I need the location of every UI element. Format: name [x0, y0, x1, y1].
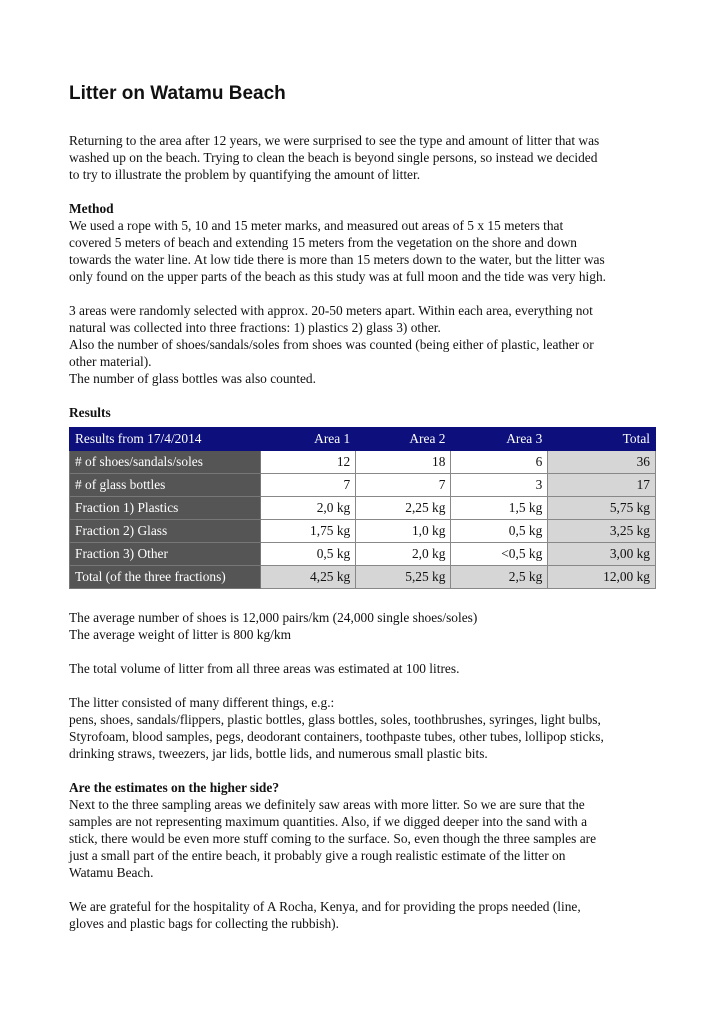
table-cell: 1,5 kg: [451, 497, 548, 520]
total-cell: 3,00 kg: [548, 543, 656, 566]
row-label: Total (of the three fractions): [70, 566, 261, 589]
volume-paragraph: The total volume of litter from all three areas was estimated at 100 litres.: [69, 661, 460, 676]
text-line: The average number of shoes is 12,000 pairs/km (24,000 single shoes/soles): [69, 610, 478, 625]
table-row: [70, 451, 656, 474]
table-row: [70, 497, 656, 520]
averages-paragraph: [69, 609, 656, 643]
table-cell: 7: [261, 474, 356, 497]
row-label: Fraction 2) Glass: [70, 520, 261, 543]
method-paragraph-2: [69, 302, 656, 387]
text-line: washed up on the beach. Trying to clean the beach is beyond single persons, so instead we decided: [69, 150, 598, 165]
row-label: Fraction 1) Plastics: [70, 497, 261, 520]
text-line: to try to illustrate the problem by quantifying the amount of litter.: [69, 167, 421, 182]
table-row: [70, 520, 656, 543]
table-header-row: [70, 428, 656, 451]
table-header-cell: Results from 17/4/2014: [70, 428, 261, 451]
text-line: Watamu Beach.: [69, 865, 154, 880]
text-line: The litter consisted of many different things, e.g.:: [69, 695, 335, 710]
total-cell: 36: [548, 451, 656, 474]
table-cell: <0,5 kg: [451, 543, 548, 566]
text-line: drinking straws, tweezers, jar lids, bottle lids, and numerous small plastic bits.: [69, 746, 488, 761]
total-cell: 5,75 kg: [548, 497, 656, 520]
text-line: The average weight of litter is 800 kg/km: [69, 627, 291, 642]
estimates-section: [69, 779, 656, 881]
table-row: [70, 543, 656, 566]
text-line: pens, shoes, sandals/flippers, plastic bottles, glass bottles, soles, toothbrushes, syringes, light bulbs,: [69, 712, 601, 727]
document-page: [69, 82, 656, 949]
litter-types-paragraph: [69, 694, 656, 762]
table-cell: 2,5 kg: [451, 566, 548, 589]
results-heading: Results: [69, 405, 111, 420]
table-cell: 4,25 kg: [261, 566, 356, 589]
row-label: # of shoes/sandals/soles: [70, 451, 261, 474]
text-line: samples are not representing maximum quantities. Also, if we digged deeper into the sand with a: [69, 814, 588, 829]
text-line: The number of glass bottles was also counted.: [69, 371, 316, 386]
results-table: [69, 427, 656, 589]
table-cell: 12: [261, 451, 356, 474]
table-cell: 2,0 kg: [356, 543, 451, 566]
table-cell: 1,0 kg: [356, 520, 451, 543]
table-cell: 1,75 kg: [261, 520, 356, 543]
table-header-cell: Area 3: [451, 428, 548, 451]
table-cell: 7: [356, 474, 451, 497]
table-cell: 2,25 kg: [356, 497, 451, 520]
text-line: towards the water line. At low tide there is more than 15 meters down to the water, but the litter was: [69, 252, 605, 267]
text-line: covered 5 meters of beach and extending 15 meters from the vegetation on the shore and down: [69, 235, 577, 250]
text-line: We used a rope with 5, 10 and 15 meter marks, and measured out areas of 5 x 15 meters that: [69, 218, 564, 233]
text-line: just a small part of the entire beach, it probably give a rough realistic estimate of the litter on: [69, 848, 566, 863]
row-label: # of glass bottles: [70, 474, 261, 497]
page-title: Litter on Watamu Beach: [69, 83, 286, 104]
table-header-cell: Area 2: [356, 428, 451, 451]
row-label: Fraction 3) Other: [70, 543, 261, 566]
thanks-paragraph: [69, 898, 656, 932]
text-line: other material).: [69, 354, 152, 369]
text-line: Styrofoam, blood samples, pegs, deodorant containers, toothpaste tubes, other tubes, lollipop sticks,: [69, 729, 604, 744]
total-cell: 12,00 kg: [548, 566, 656, 589]
estimates-heading: Are the estimates on the higher side?: [69, 780, 280, 795]
table-cell: 3: [451, 474, 548, 497]
table-header-cell: Area 1: [261, 428, 356, 451]
text-line: gloves and plastic bags for collecting the rubbish).: [69, 916, 339, 931]
text-line: stick, there would be even more stuff coming to the surface. So, even though the three samples are: [69, 831, 597, 846]
table-cell: 2,0 kg: [261, 497, 356, 520]
text-line: Next to the three sampling areas we definitely saw areas with more litter. So we are sure that the: [69, 797, 585, 812]
table-row: [70, 474, 656, 497]
table-total-row: [70, 566, 656, 589]
method-section: [69, 200, 656, 285]
text-line: Returning to the area after 12 years, we were surprised to see the type and amount of litter that was: [69, 133, 600, 148]
table-cell: 0,5 kg: [261, 543, 356, 566]
table-header-cell: Total: [548, 428, 656, 451]
table-cell: 5,25 kg: [356, 566, 451, 589]
text-line: We are grateful for the hospitality of A Rocha, Kenya, and for providing the props needed (line,: [69, 899, 581, 914]
intro-paragraph: [69, 132, 656, 183]
table-cell: 18: [356, 451, 451, 474]
total-cell: 3,25 kg: [548, 520, 656, 543]
table-cell: 0,5 kg: [451, 520, 548, 543]
text-line: only found on the upper parts of the beach as this study was at full moon and the tide was very high.: [69, 269, 606, 284]
text-line: 3 areas were randomly selected with approx. 20-50 meters apart. Within each area, everything not: [69, 303, 593, 318]
text-line: natural was collected into three fractions: 1) plastics 2) glass 3) other.: [69, 320, 441, 335]
table-cell: 6: [451, 451, 548, 474]
method-heading: Method: [69, 201, 114, 216]
text-line: Also the number of shoes/sandals/soles from shoes was counted (being either of plastic, leather or: [69, 337, 594, 352]
total-cell: 17: [548, 474, 656, 497]
